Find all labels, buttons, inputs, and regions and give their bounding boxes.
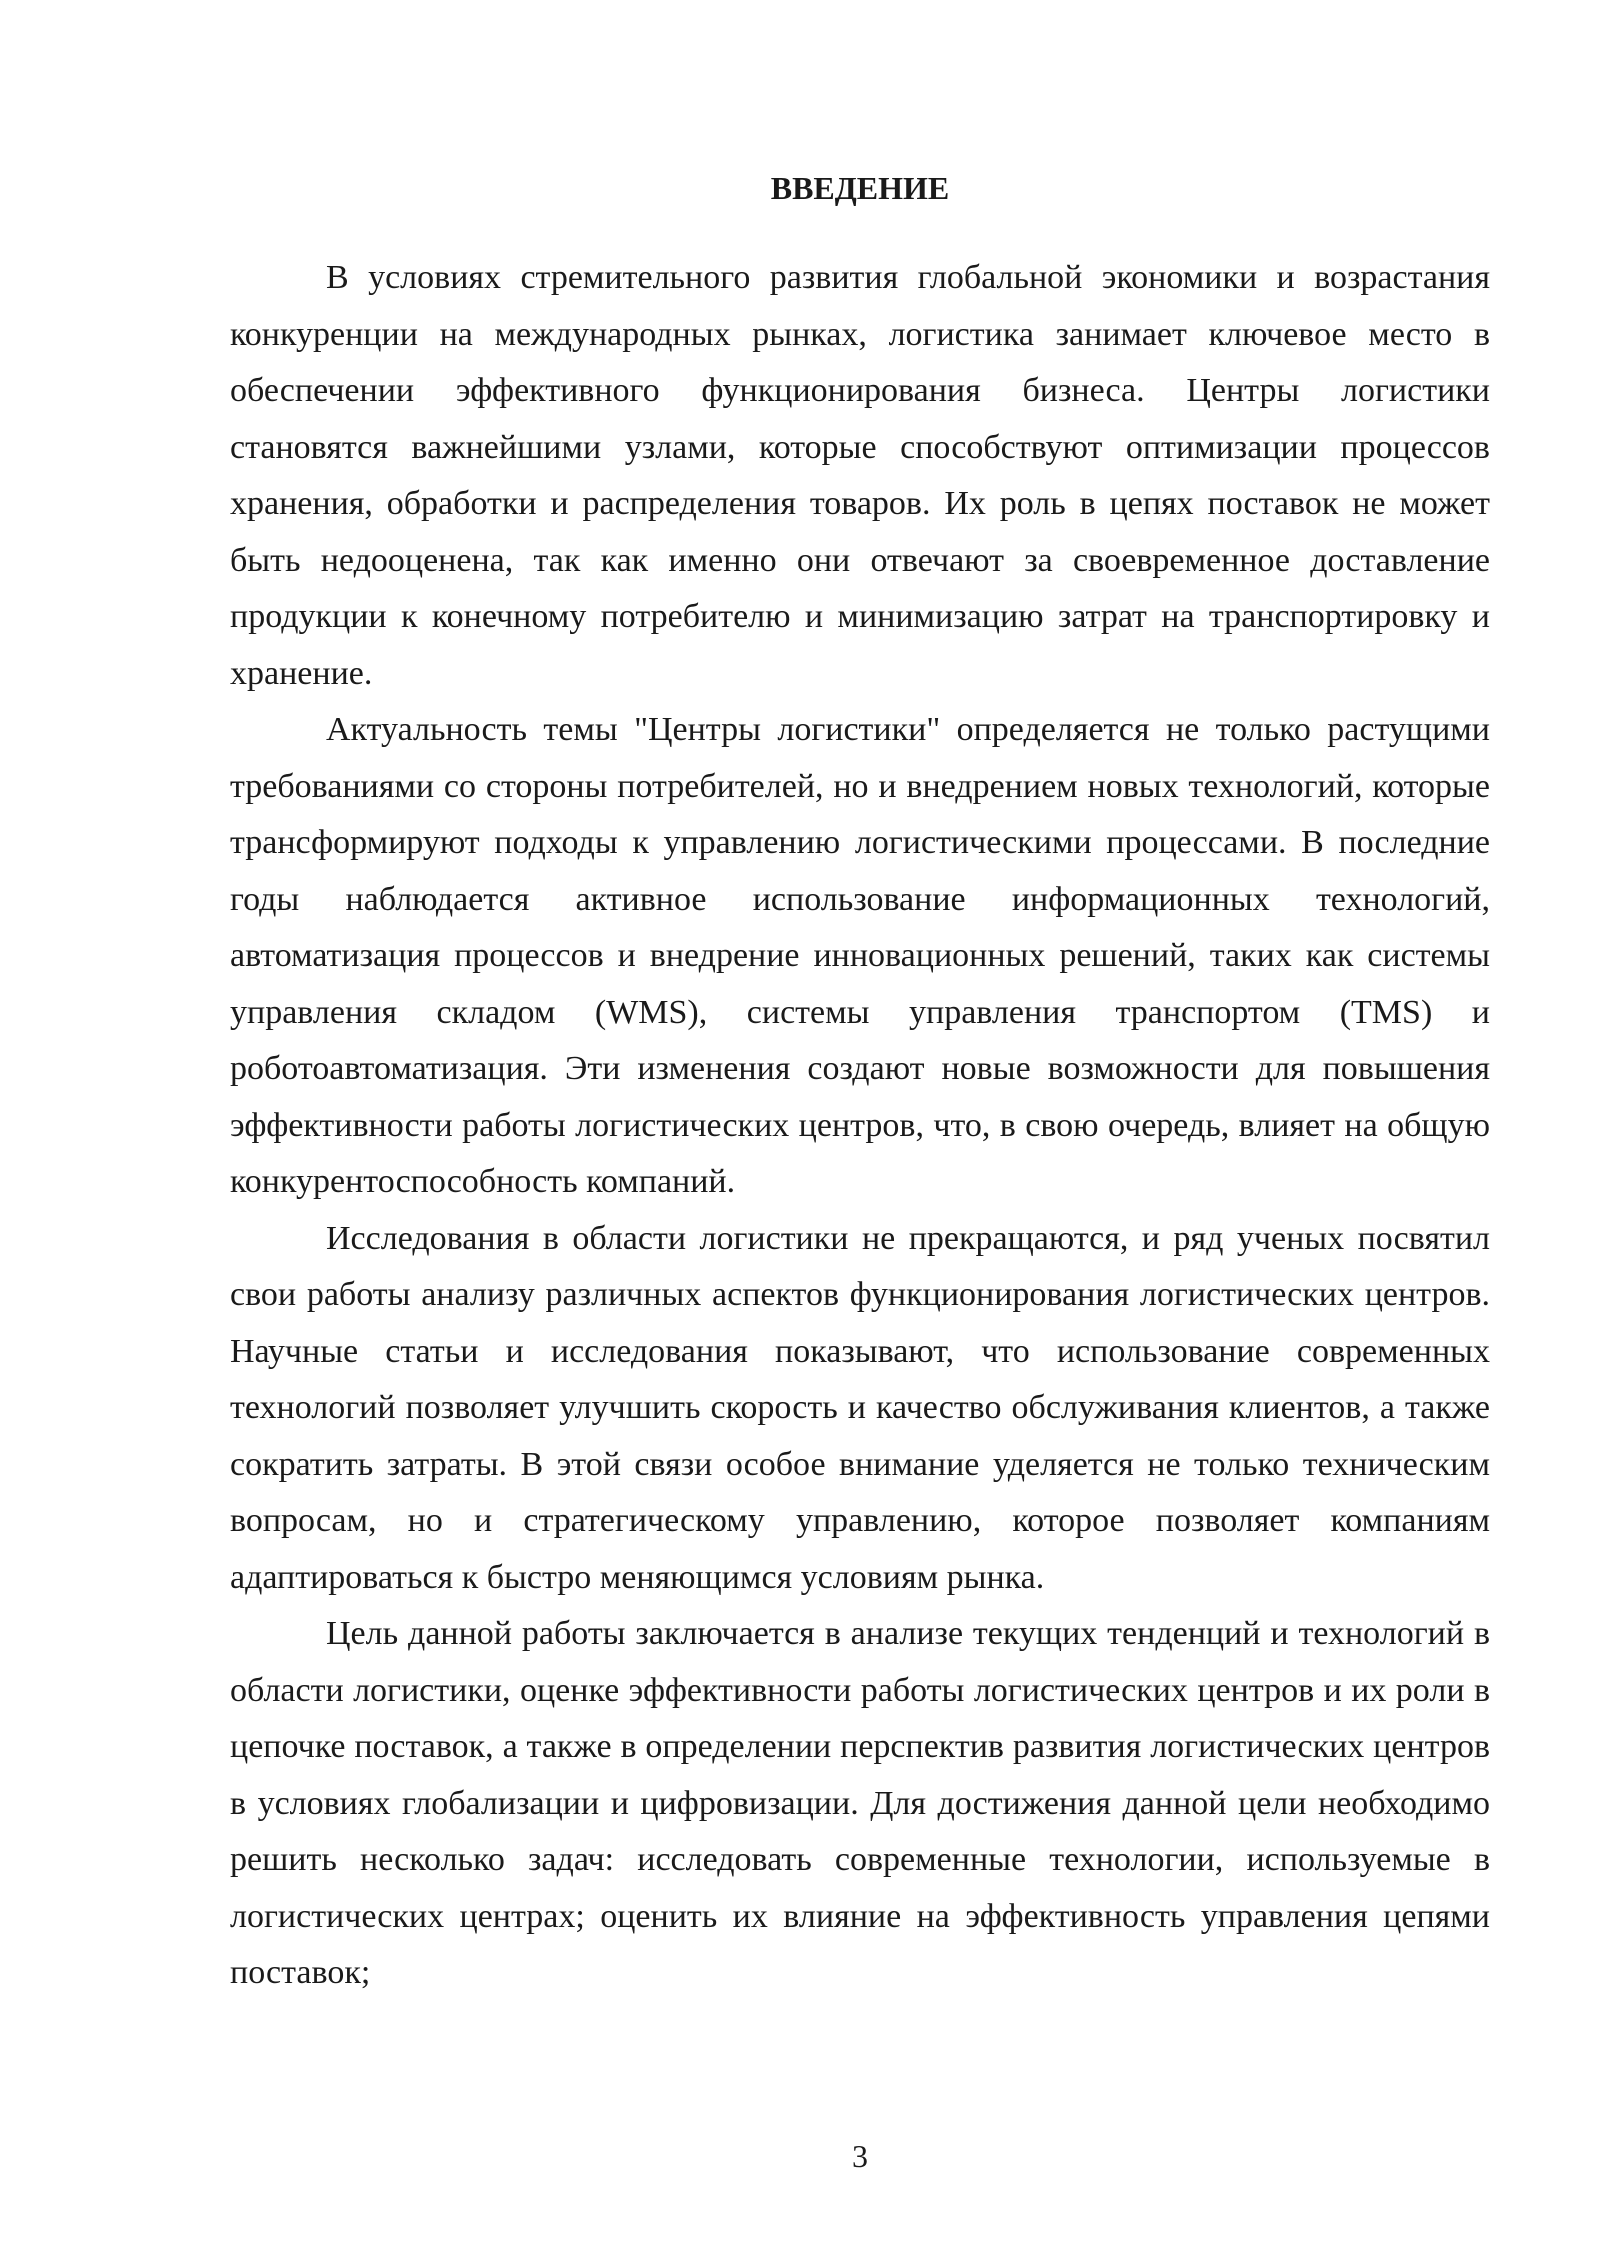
section-heading: ВВЕДЕНИЕ — [770, 170, 950, 206]
paragraph: В условиях стремительного развития глобальной экономики и возрастания конкуренции на международных рынках, логистика занимает ключевое место в обеспечении эффективного функционирования бизнеса. Центры логистики становятся важнейшими узлами, которые способствуют оптимизации процессов хранения, обработки и распределения товаров. Их роль в цепях поставок не может быть недооценена, так как именно они отвечают за своевременное доставление продукции к конечному потребителю и минимизацию затрат на транспортировку и хранение. — [230, 259, 1490, 692]
page-number: 3 — [852, 2138, 868, 2174]
body-text — [230, 250, 1490, 2002]
paragraph: Исследования в области логистики не прекращаются, и ряд ученых посвятил свои работы анализу различных аспектов функционирования логистических центров. Научные статьи и исследования показывают, что использование современных технологий позволяет улучшить скорость и качество обслуживания клиентов, а также сократить затраты. В этой связи особое внимание уделяется не только техническим вопросам, но и стратегическому управлению, которое позволяет компаниям адаптироваться к быстро меняющимся условиям рынка. — [230, 1219, 1490, 1596]
paragraph: Цель данной работы заключается в анализе текущих тенденций и технологий в области логистики, оценке эффективности работы логистических центров и их роли в цепочке поставок, а также в определении перспектив развития логистических центров в условиях глобализации и цифровизации. Для достижения данной цели необходимо решить несколько задач: исследовать современные технологии, используемые в логистических центрах; оценить их влияние на эффективность управления цепями поставок; — [230, 1615, 1490, 1991]
paragraph: Актуальность темы "Центры логистики" определяется не только растущими требованиями со стороны потребителей, но и внедрением новых технологий, которые трансформируют подходы к управлению логистическими процессами. В последние годы наблюдается активное использование информационных технологий, автоматизация процессов и внедрение инновационных решений, таких как системы управления складом (WMS), системы управления транспортом (TMS) и роботоавтоматизация. Эти изменения создают новые возможности для повышения эффективности работы логистических центров, что, в свою очередь, влияет на общую конкурентоспособность компаний. — [230, 711, 1490, 1200]
